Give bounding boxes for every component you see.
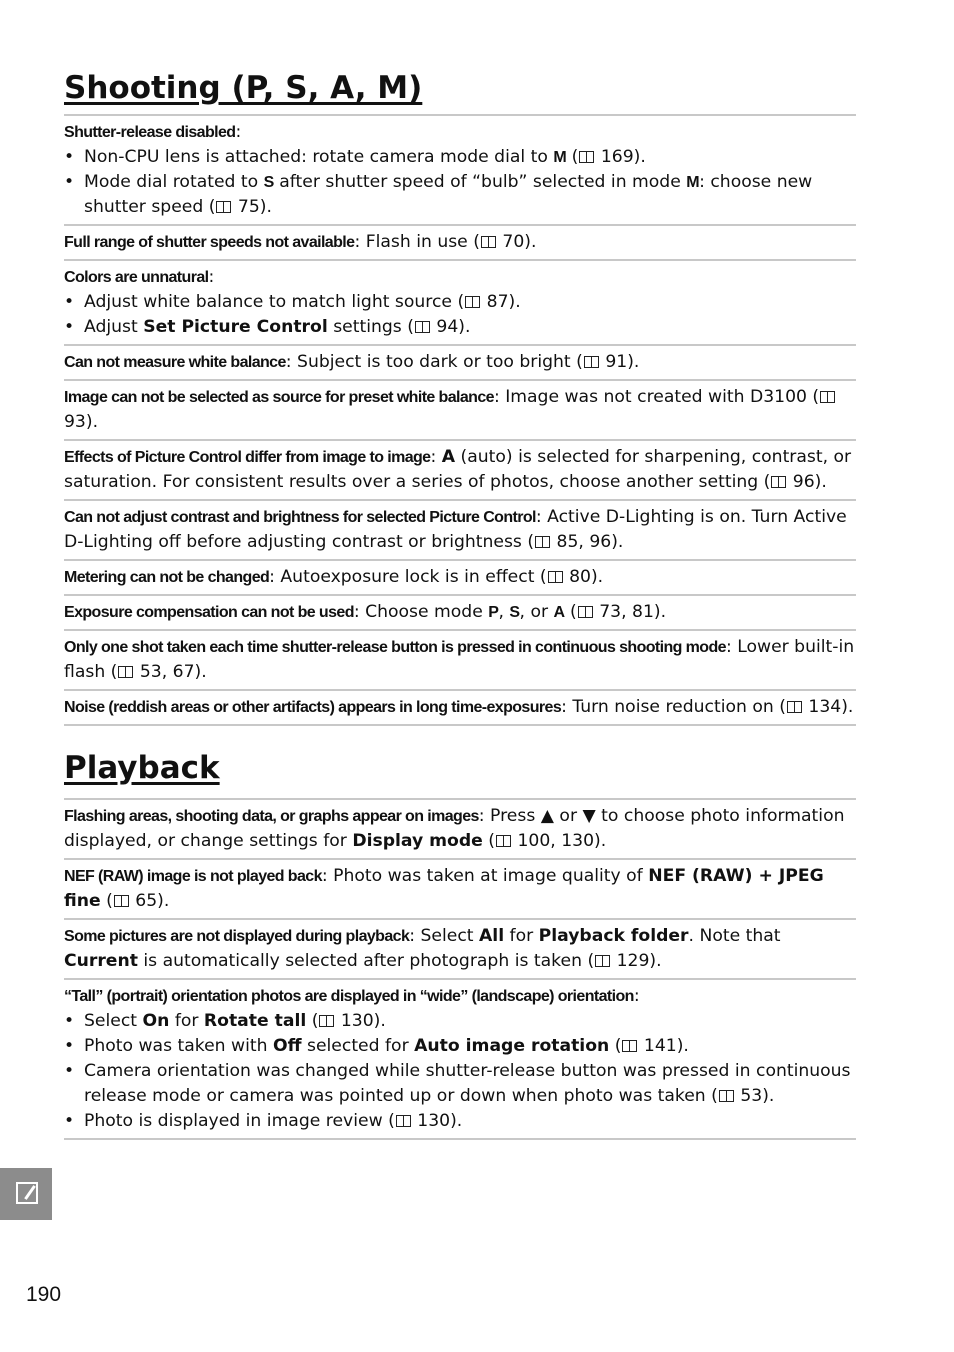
bullet-list xyxy=(64,1009,856,1134)
book-icon xyxy=(771,476,786,488)
entry-nef-not-played: NEF (RAW) image is not played back: Photo was taken at image quality of NEF (RAW) + JPEG fine ( 65). xyxy=(64,858,856,918)
section-title-playback: Playback xyxy=(64,750,220,786)
entry-label: Image can not be selected as source for preset white balance xyxy=(64,389,494,406)
entry-label: Colors are unnatural xyxy=(64,269,209,286)
arrow-down-icon: ▼ xyxy=(582,806,596,826)
list-item: • Select On for Rotate tall ( 130). xyxy=(64,1009,856,1034)
section-playback-header xyxy=(64,746,856,798)
entry-preset-white-balance-source: Image can not be selected as source for preset white balance: Image was not created with D3100 ( 93). xyxy=(64,379,856,439)
list-item: • Camera orientation was changed while shutter-release button was pressed in continuous release mode or camera was pointed up or down when photo was taken ( 53). xyxy=(64,1059,856,1109)
entry-label: Exposure compensation can not be used xyxy=(64,604,354,621)
entry-label: Flashing areas, shooting data, or graphs appear on images xyxy=(64,808,479,825)
list-item: • Adjust white balance to match light source ( 87). xyxy=(64,290,856,315)
entry-flashing-areas: Flashing areas, shooting data, or graphs appear on images: Press ▲ or ▼ to choose photo information displayed, or change settings for Display mode ( 100, 130). xyxy=(64,798,856,858)
list-item: • Photo is displayed in image review ( 130). xyxy=(64,1109,856,1134)
entry-shutter-release-disabled: Shutter-release disabled: • Non-CPU lens is attached: rotate camera mode dial to M ( 169). • Mode dial rotated to S after shutter speed of “bulb” selected in mode M: choose new shutter speed ( 75). xyxy=(64,114,856,224)
entry-noise-long-exposures: Noise (reddish areas or other artifacts) appears in long time-exposures: Turn noise reduction on ( 134). xyxy=(64,689,856,726)
book-icon xyxy=(118,666,133,678)
book-icon xyxy=(496,835,511,847)
list-item: • Photo was taken with Off selected for Auto image rotation ( 141). xyxy=(64,1034,856,1059)
entry-label: Metering can not be changed xyxy=(64,569,270,586)
book-icon xyxy=(622,1040,637,1052)
book-icon xyxy=(396,1115,411,1127)
entry-cannot-measure-white-balance: Can not measure white balance: Subject is too dark or too bright ( 91). xyxy=(64,344,856,379)
section-tab xyxy=(0,1168,52,1220)
pencil-icon xyxy=(16,1182,38,1204)
book-icon xyxy=(481,236,496,248)
entry-label: NEF (RAW) image is not played back xyxy=(64,868,322,885)
book-icon xyxy=(415,321,430,333)
entry-pictures-not-displayed: Some pictures are not displayed during playback: Select All for Playback folder. Note that Current is automatically selected after photograph is taken ( 129). xyxy=(64,918,856,978)
page-content xyxy=(64,66,856,1140)
book-icon xyxy=(216,201,231,213)
entry-picture-control-effects: Effects of Picture Control differ from image to image: A (auto) is selected for sharpening, contrast, or saturation. For consistent results over a series of photos, choose another setting ( 96). xyxy=(64,439,856,499)
list-item: • Non-CPU lens is attached: rotate camera mode dial to M ( 169). xyxy=(64,145,856,170)
bullet-list xyxy=(64,145,856,220)
arrow-up-icon: ▲ xyxy=(540,806,554,826)
entry-metering-cannot-change: Metering can not be changed: Autoexposure lock is in effect ( 80). xyxy=(64,559,856,594)
entry-full-range-shutter-speeds: Full range of shutter speeds not available: Flash in use ( 70). xyxy=(64,224,856,259)
entry-label: Only one shot taken each time shutter-release button is pressed in continuous shooting mode xyxy=(64,639,726,656)
section-shooting-header xyxy=(64,66,856,114)
entry-one-shot-continuous: Only one shot taken each time shutter-release button is pressed in continuous shooting mode: Lower built-in flash ( 53, 67). xyxy=(64,629,856,689)
bullet-list xyxy=(64,290,856,340)
book-icon xyxy=(719,1090,734,1102)
book-icon xyxy=(535,536,550,548)
entry-label: Can not adjust contrast and brightness for selected Picture Control xyxy=(64,509,536,526)
entry-label: “Tall” (portrait) orientation photos are displayed in “wide” (landscape) orientation xyxy=(64,988,634,1005)
entry-label: Effects of Picture Control differ from image to image xyxy=(64,449,431,466)
entry-label: Some pictures are not displayed during playback xyxy=(64,928,410,945)
book-icon xyxy=(584,356,599,368)
book-icon xyxy=(579,151,594,163)
entry-colors-unnatural: Colors are unnatural: • Adjust white balance to match light source ( 87). • Adjust Set Picture Control settings ( 94). xyxy=(64,259,856,344)
list-item: • Adjust Set Picture Control settings ( 94). xyxy=(64,315,856,340)
entry-label: Shutter-release disabled xyxy=(64,124,236,141)
entry-label: Can not measure white balance xyxy=(64,354,286,371)
book-icon xyxy=(114,895,129,907)
entry-label: Noise (reddish areas or other artifacts) appears in long time-exposures xyxy=(64,699,562,716)
book-icon xyxy=(319,1015,334,1027)
book-icon xyxy=(787,701,802,713)
entry-exposure-compensation: Exposure compensation can not be used: Choose mode P, S, or A ( 73, 81). xyxy=(64,594,856,629)
entry-label: Full range of shutter speeds not available xyxy=(64,234,355,251)
book-icon xyxy=(578,606,593,618)
book-icon xyxy=(548,571,563,583)
section-title-shooting: Shooting (P, S, A, M) xyxy=(64,70,423,106)
page-number: 190 xyxy=(26,1283,62,1306)
book-icon xyxy=(595,955,610,967)
book-icon xyxy=(465,296,480,308)
entry-tall-orientation: “Tall” (portrait) orientation photos are displayed in “wide” (landscape) orientation: • Select On for Rotate tall ( 130). • Photo was taken with Off selected for Auto image rotation ( 141). • Camera orientation was changed while shutter-release button was pressed in continuous release mode or camera was pointed up or down when photo was taken ( 53). • Photo is displayed in image review ( 130). xyxy=(64,978,856,1140)
book-icon xyxy=(820,391,835,403)
list-item: • Mode dial rotated to S after shutter speed of “bulb” selected in mode M: choose new shutter speed ( 75). xyxy=(64,170,856,220)
entry-cannot-adjust-contrast: Can not adjust contrast and brightness for selected Picture Control: Active D-Lighting is on. Turn Active D-Lighting off before adjusting contrast or brightness ( 85, 96). xyxy=(64,499,856,559)
